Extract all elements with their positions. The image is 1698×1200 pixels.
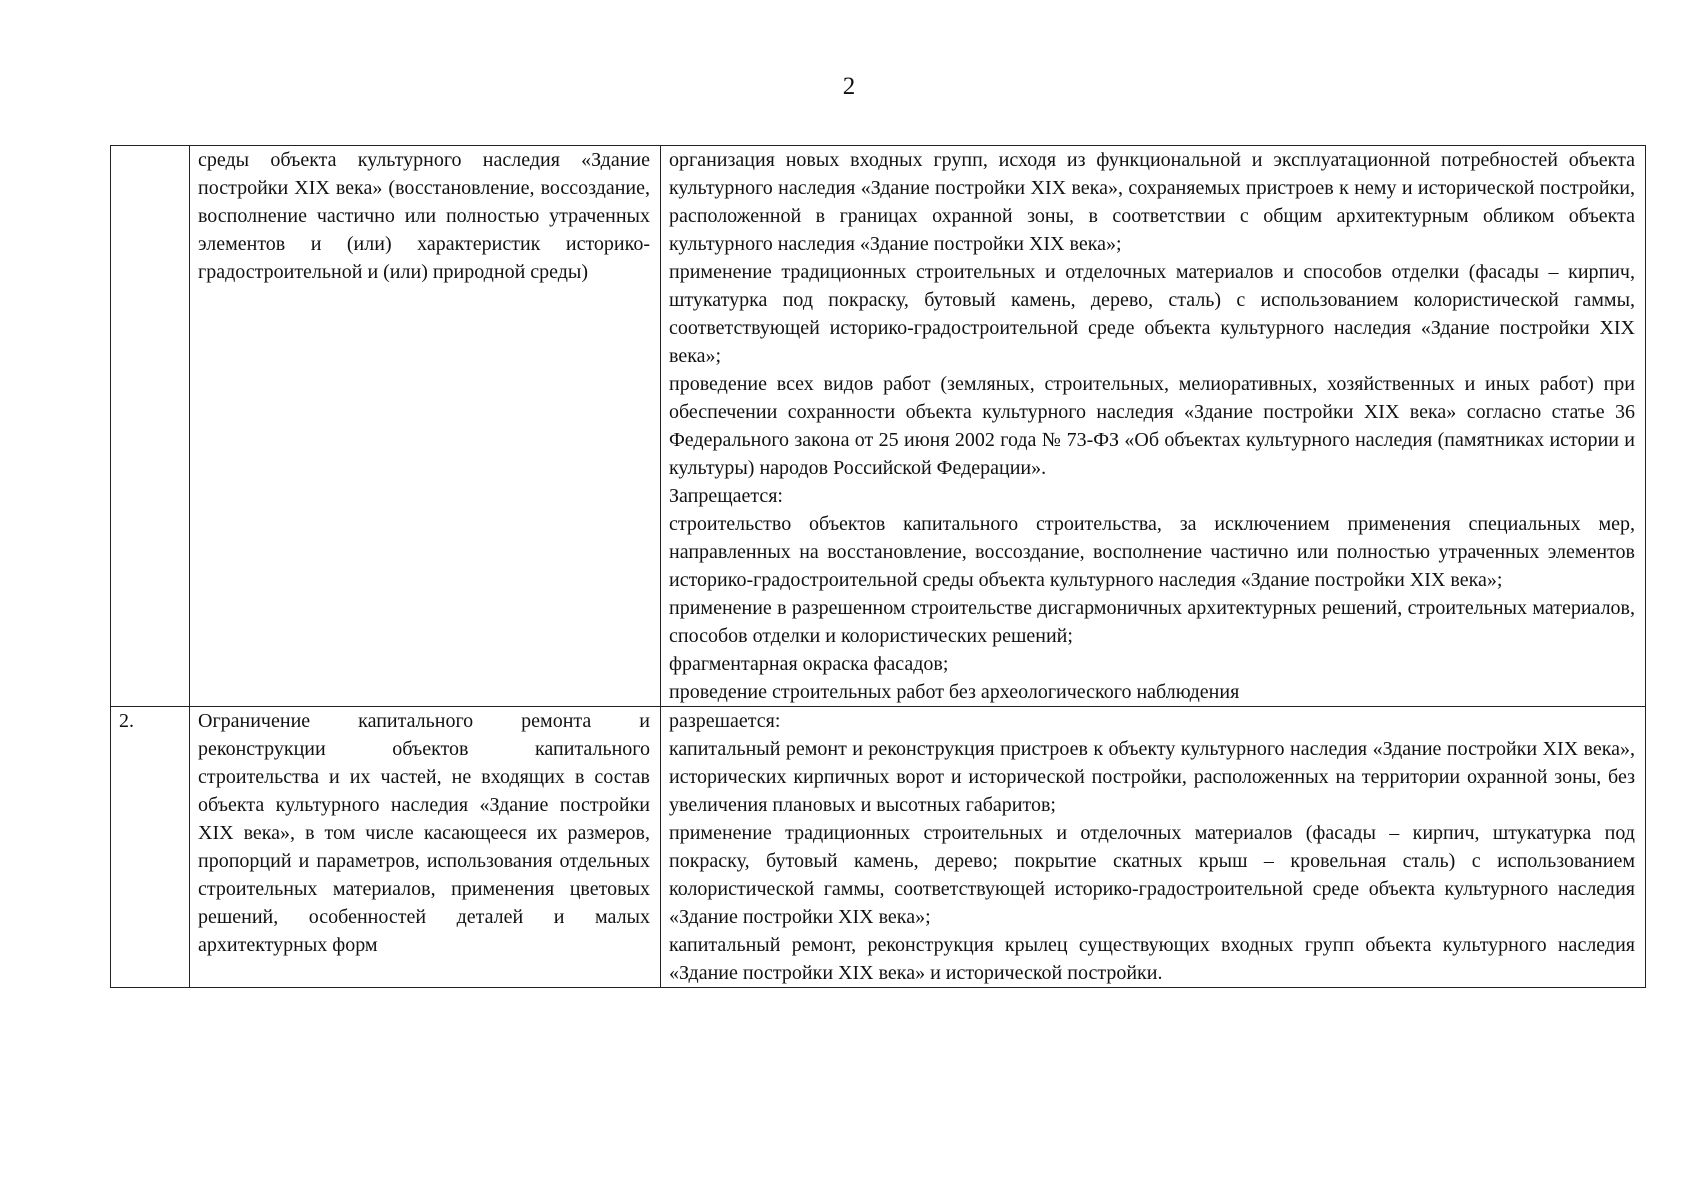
row-name-text: Ограничение капитального ремонта и реконструкции объектов капитального строительства и их частей, не входящих в состав объекта культурного наследия «Здание постройки XIX века», в том числе касающееся их размеров, пропорций и параметров, использования отдельных строительных материалов, применения цветовых решений, особенностей деталей и малых архитектурных форм (198, 710, 650, 956)
row-content-cell (661, 146, 1646, 707)
paragraph: проведение всех видов работ (земляных, строительных, мелиоративных, хозяйственных и иных работ) при обеспечении сохранности объекта культурного наследия «Здание постройки XIX века» согласно статье 36 Федерального закона от 25 июня 2002 года № 73-ФЗ «Об объектах культурного наследия (памятниках истории и культуры) народов Российской Федерации». (669, 373, 1635, 479)
page-number: 2 (842, 73, 856, 100)
paragraph: фрагментарная окраска фасадов; (669, 653, 949, 675)
paragraph: проведение строительных работ без археологического наблюдения (669, 681, 1240, 703)
paragraph: организация новых входных групп, исходя из функциональной и эксплуатационной потребностей объекта культурного наследия «Здание постройки XIX века», сохраняемых пристроев к нему и исторической постройки, расположенной в границах охранной зоны, в соответствии с общим архитектурным обликом объекта культурного наследия «Здание постройки XIX века»; (669, 149, 1635, 255)
restrictions-table (110, 145, 1646, 988)
paragraph: капитальный ремонт и реконструкция пристроев к объекту культурного наследия «Здание постройки XIX века», исторических кирпичных ворот и исторической постройки, расположенных на территории охранной зоны, без увеличения плановых и высотных габаритов; (669, 738, 1635, 816)
paragraph: строительство объектов капитального строительства, за исключением применения специальных мер, направленных на восстановление, воссоздание, восполнение частично или полностью утраченных элементов историко-градостроительной среды объекта культурного наследия «Здание постройки XIX века»; (669, 513, 1635, 591)
table-row (111, 707, 1646, 988)
paragraph-heading: разрешается: (669, 710, 781, 732)
row-number-cell (111, 146, 190, 707)
row-name-cell (190, 146, 661, 707)
paragraph: применение традиционных строительных и отделочных материалов и способов отделки (фасады – кирпич, штукатурка под покраску, бутовый камень, дерево, сталь) с использованием колористической гаммы, соответствующей историко-градостроительной среде объекта культурного наследия «Здание постройки XIX века»; (669, 261, 1635, 367)
row-name-cell (190, 707, 661, 988)
row-name-text: среды объекта культурного наследия «Здание постройки XIX века» (восстановление, воссоздание, восполнение частично или полностью утраченных элементов и (или) характеристик историко-градостроительной и (или) природной среды) (198, 149, 650, 283)
row-number-cell: 2. (111, 707, 190, 988)
paragraph-heading: Запрещается: (669, 485, 783, 507)
paragraph: капитальный ремонт, реконструкция крылец существующих входных групп объекта культурного наследия «Здание постройки XIX века» и исторической постройки. (669, 934, 1635, 984)
paragraph: применение в разрешенном строительстве дисгармоничных архитектурных решений, строительных материалов, способов отделки и колористических решений; (669, 597, 1635, 647)
paragraph: применение традиционных строительных и отделочных материалов (фасады – кирпич, штукатурка под покраску, бутовый камень, дерево; покрытие скатных крыш – кровельная сталь) с использованием колористической гаммы, соответствующей историко-градостроительной среде объекта культурного наследия «Здание постройки XIX века»; (669, 822, 1635, 928)
table-row (111, 146, 1646, 707)
row-content-cell (661, 707, 1646, 988)
